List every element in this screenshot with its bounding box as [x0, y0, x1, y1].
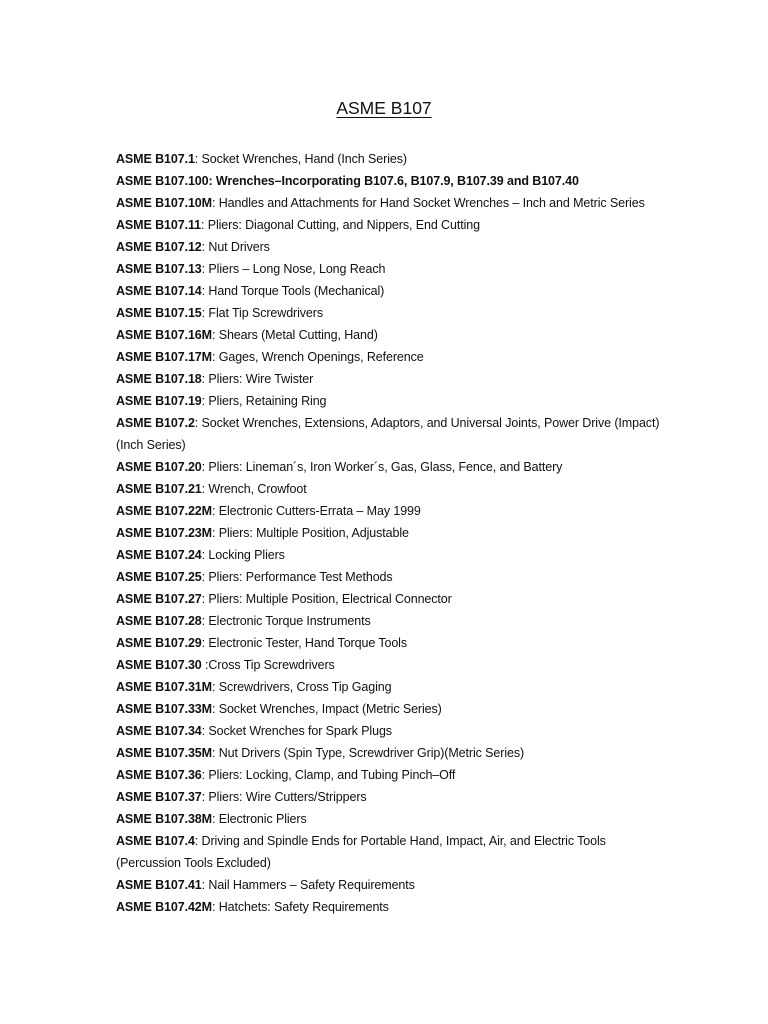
- standard-code: ASME B107.33M: [116, 702, 212, 716]
- standard-code: ASME B107.2: [116, 416, 195, 430]
- standard-code: ASME B107.36: [116, 768, 202, 782]
- standard-code: ASME B107.24: [116, 548, 202, 562]
- standard-code: ASME B107.42M: [116, 900, 212, 914]
- list-item: [116, 808, 661, 830]
- standard-description: : Pliers: Wire Twister: [201, 372, 314, 386]
- standard-description: : Socket Wrenches, Impact (Metric Series): [211, 702, 442, 716]
- list-item: [116, 148, 661, 170]
- standard-code: ASME B107.12: [116, 240, 202, 254]
- standard-code: ASME B107.14: [116, 284, 202, 298]
- standard-description: : Pliers: Lineman´s, Iron Worker´s, Gas, Glass, Fence, and Battery: [201, 460, 563, 474]
- standard-code: ASME B107.23M: [116, 526, 212, 540]
- standard-description: : Handles and Attachments for Hand Socket Wrenches – Inch and Metric Series: [211, 196, 645, 210]
- list-item: [116, 258, 661, 280]
- standard-description: : Socket Wrenches, Hand (Inch Series): [194, 152, 407, 166]
- list-item: [116, 236, 661, 258]
- standard-description: : Locking Pliers: [201, 548, 285, 562]
- list-item: [116, 676, 661, 698]
- standard-description: : Wrench, Crowfoot: [201, 482, 307, 496]
- list-item: [116, 610, 661, 632]
- list-item: [116, 654, 661, 676]
- list-item: [116, 280, 661, 302]
- list-item: [116, 874, 661, 896]
- standard-description: : Gages, Wrench Openings, Reference: [211, 350, 424, 364]
- standard-code: ASME B107.27: [116, 592, 202, 606]
- standard-code: ASME B107.35M: [116, 746, 212, 760]
- standard-description: : Electronic Torque Instruments: [201, 614, 371, 628]
- list-item: [116, 764, 661, 786]
- list-item: [116, 214, 661, 236]
- standard-description: : Socket Wrenches, Extensions, Adaptors, and Universal Joints, Power Drive (Impact) (Inch Series): [116, 416, 660, 452]
- standard-description: : Nut Drivers (Spin Type, Screwdriver Grip)(Metric Series): [211, 746, 525, 760]
- standard-description: : Pliers: Performance Test Methods: [201, 570, 393, 584]
- standard-description: : Screwdrivers, Cross Tip Gaging: [211, 680, 392, 694]
- standards-list: [116, 148, 661, 918]
- list-item: [116, 720, 661, 742]
- standard-code: ASME B107.31M: [116, 680, 212, 694]
- list-item: [116, 346, 661, 368]
- standard-code: ASME B107.20: [116, 460, 202, 474]
- standard-description: : Pliers: Multiple Position, Adjustable: [211, 526, 409, 540]
- list-item: [116, 698, 661, 720]
- list-item: [116, 522, 661, 544]
- standard-description: : Wrenches–Incorporating B107.6, B107.9, B107.39 and B107.40: [208, 174, 579, 188]
- standard-code: ASME B107.15: [116, 306, 202, 320]
- standard-description: : Nail Hammers – Safety Requirements: [201, 878, 415, 892]
- standard-code: ASME B107.22M: [116, 504, 212, 518]
- list-item: [116, 368, 661, 390]
- standard-description: : Socket Wrenches for Spark Plugs: [201, 724, 392, 738]
- standard-description: : Pliers, Retaining Ring: [201, 394, 327, 408]
- list-item: [116, 830, 661, 874]
- standard-code: ASME B107.18: [116, 372, 202, 386]
- standard-description: : Nut Drivers: [201, 240, 270, 254]
- standard-code: ASME B107.16M: [116, 328, 212, 342]
- standard-code: ASME B107.13: [116, 262, 202, 276]
- list-item: [116, 324, 661, 346]
- standard-description: :Cross Tip Screwdrivers: [201, 658, 335, 672]
- standard-code: ASME B107.19: [116, 394, 202, 408]
- standard-description: : Pliers: Wire Cutters/Strippers: [201, 790, 367, 804]
- standard-code: ASME B107.4: [116, 834, 195, 848]
- standard-description: : Driving and Spindle Ends for Portable Hand, Impact, Air, and Electric Tools (Percussion Tools Excluded): [116, 834, 606, 870]
- list-item: [116, 896, 661, 918]
- standard-description: : Pliers: Multiple Position, Electrical Connector: [201, 592, 452, 606]
- list-item: [116, 500, 661, 522]
- standard-code: ASME B107.11: [116, 218, 201, 232]
- list-item: [116, 302, 661, 324]
- standard-description: : Hatchets: Safety Requirements: [211, 900, 389, 914]
- standard-code: ASME B107.25: [116, 570, 202, 584]
- standard-description: : Pliers: Diagonal Cutting, and Nippers, End Cutting: [200, 218, 480, 232]
- list-item: [116, 192, 661, 214]
- list-item: [116, 632, 661, 654]
- standard-code: ASME B107.29: [116, 636, 202, 650]
- standard-code: ASME B107.30: [116, 658, 202, 672]
- list-item: [116, 478, 661, 500]
- list-item: [116, 412, 661, 456]
- standard-description: : Shears (Metal Cutting, Hand): [211, 328, 378, 342]
- standard-code: ASME B107.28: [116, 614, 202, 628]
- standard-code: ASME B107.34: [116, 724, 202, 738]
- standard-code: ASME B107.21: [116, 482, 202, 496]
- standard-code: ASME B107.17M: [116, 350, 212, 364]
- standard-code: ASME B107.38M: [116, 812, 212, 826]
- standard-description: : Hand Torque Tools (Mechanical): [201, 284, 385, 298]
- list-item: [116, 390, 661, 412]
- list-item: [116, 544, 661, 566]
- list-item: [116, 786, 661, 808]
- standard-code: ASME B107.37: [116, 790, 202, 804]
- list-item: [116, 742, 661, 764]
- standard-code: ASME B107.100: [116, 174, 209, 188]
- standard-code: ASME B107.41: [116, 878, 202, 892]
- standard-code: ASME B107.1: [116, 152, 195, 166]
- list-item: [116, 588, 661, 610]
- standard-description: : Electronic Cutters-Errata – May 1999: [211, 504, 421, 518]
- standard-code: ASME B107.10M: [116, 196, 212, 210]
- standard-description: : Electronic Tester, Hand Torque Tools: [201, 636, 408, 650]
- standard-description: : Pliers: Locking, Clamp, and Tubing Pinch–Off: [201, 768, 456, 782]
- standard-description: : Pliers – Long Nose, Long Reach: [201, 262, 386, 276]
- standard-description: : Flat Tip Screwdrivers: [201, 306, 323, 320]
- list-item: [116, 170, 661, 192]
- list-item: [116, 566, 661, 588]
- standard-description: : Electronic Pliers: [211, 812, 307, 826]
- list-item: [116, 456, 661, 478]
- page-title: ASME B107: [336, 98, 432, 118]
